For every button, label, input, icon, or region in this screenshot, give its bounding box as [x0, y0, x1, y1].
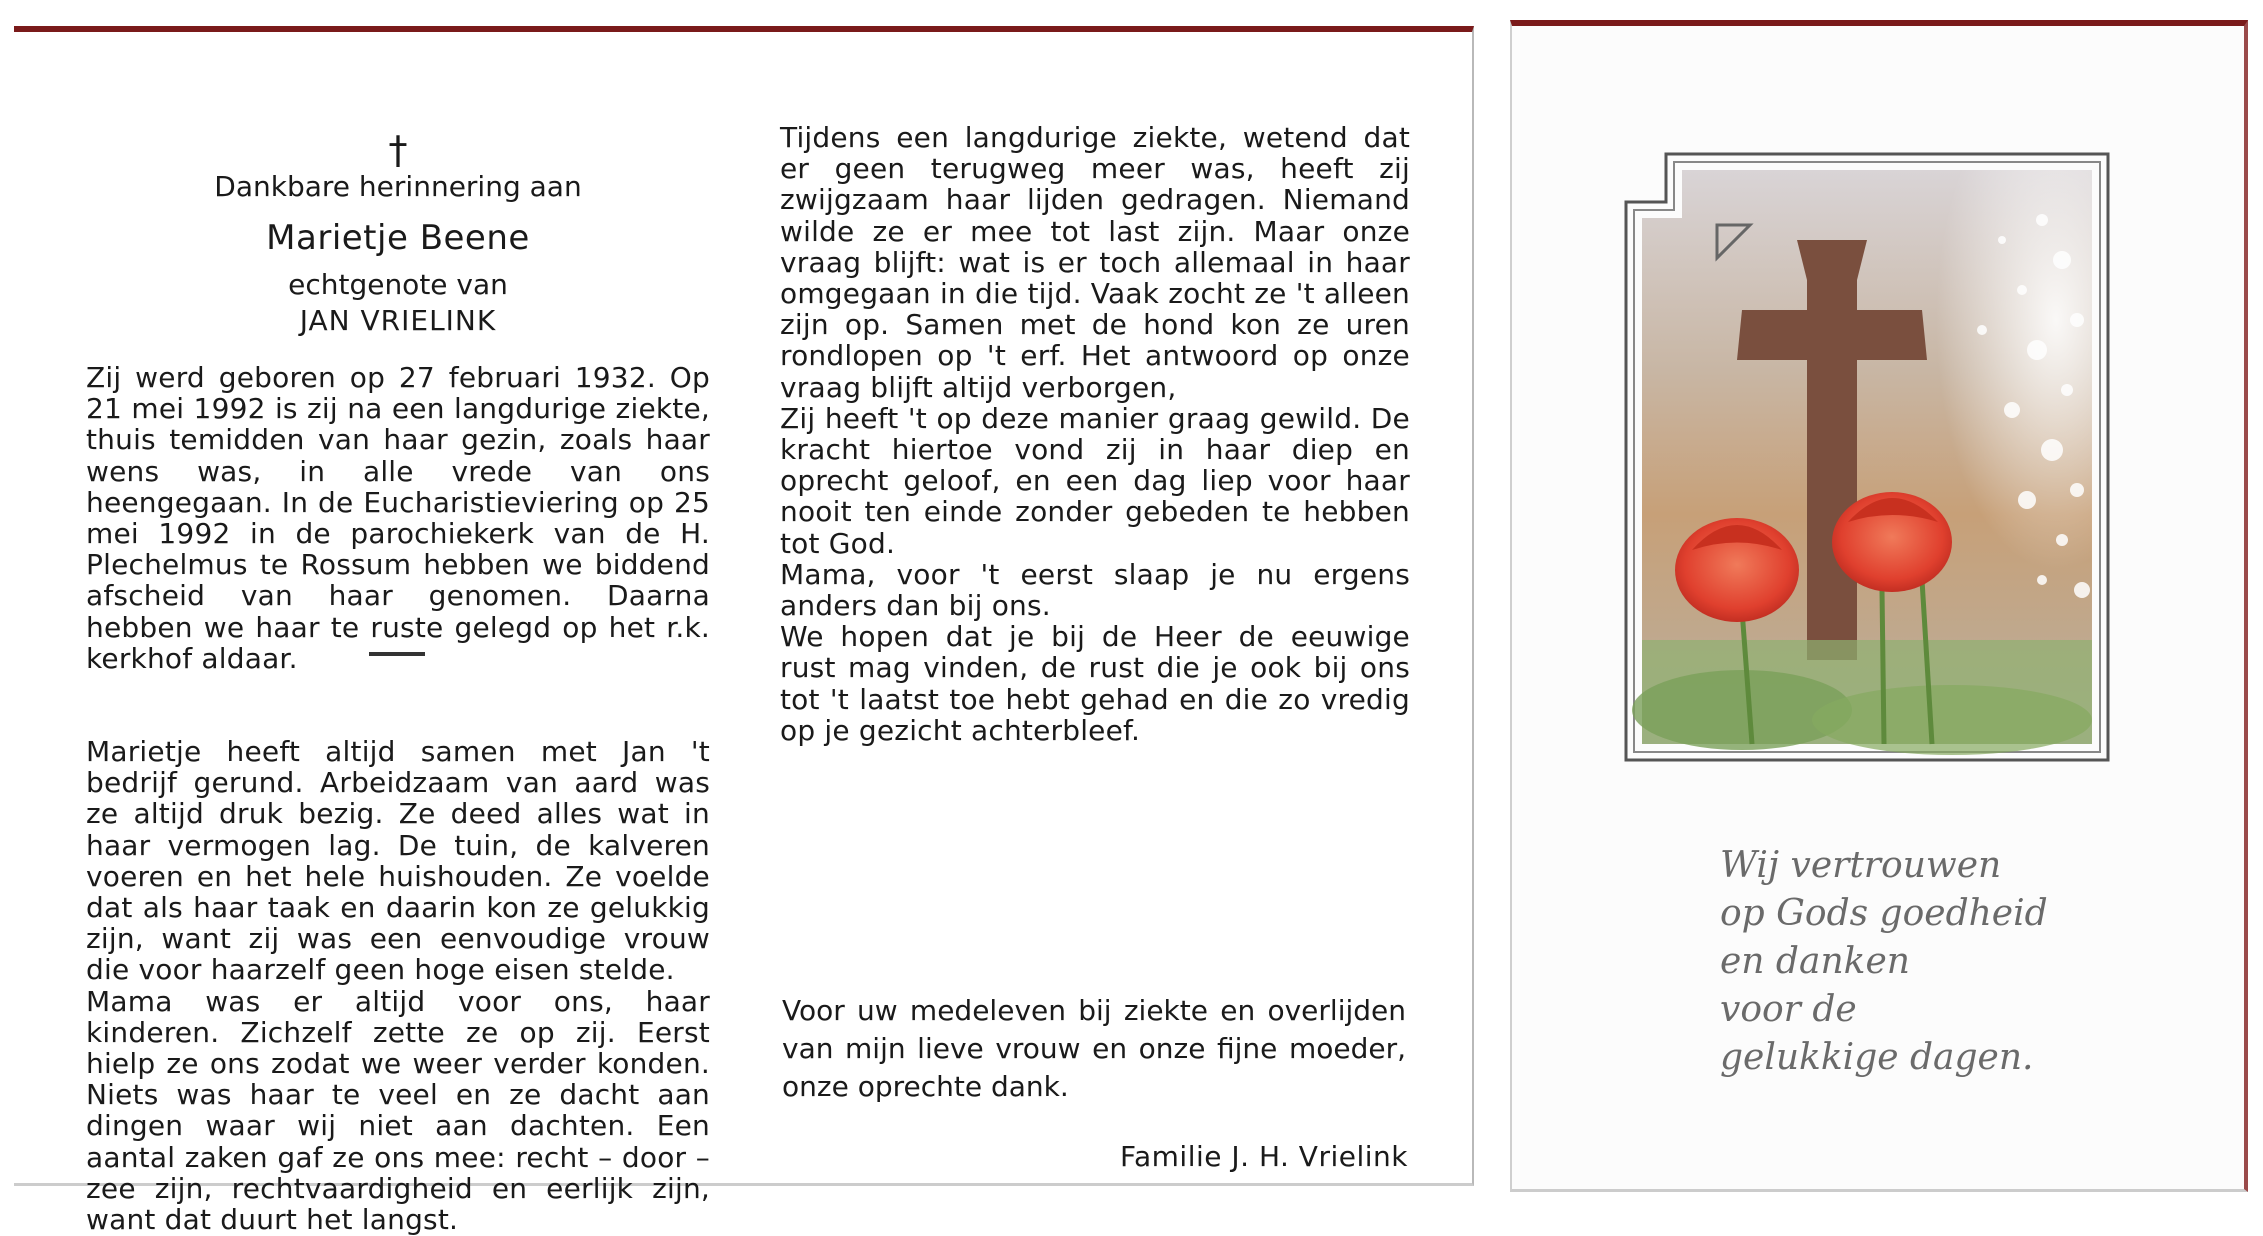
poem-text: [1720, 842, 2200, 1082]
hope-paragraph: We hopen dat je bij de Heer de eeuwige rust mag vinden, de rust die je ook bij ons tot 't laatst toe hebt gehad en die zo vredig op je gezicht achterbleef.: [780, 620, 1410, 747]
cross-and-tulips-picture: [1622, 150, 2112, 764]
poem-line: op Gods goedheid: [1720, 893, 2048, 934]
green-grass: [1632, 640, 2092, 755]
memorial-card-text-page: [14, 26, 1474, 1236]
illness-paragraph: Tijdens een langdurige ziekte, wetend dat er geen terugweg meer was, heeft zij zwijgzaam haar lijden gedragen. Niemand wilde ze er mee tot last zijn. Maar onze vraag blijft: wat is er toch allemaal in haar omgegaan in die tijd. Vaak zocht ze 't alleen zijn op. Samen met de hond kon ze uren rondlopen op 't erf. Het antwoord op onze vraag blijft altijd verborgen,: [780, 121, 1410, 404]
deceased-name: Marietje Beene: [266, 218, 530, 258]
spouse-label: echtgenote van: [288, 268, 508, 301]
thanks-text: Voor uw medeleven bij ziekte en overlijden van mijn lieve vrouw en onze fijne moeder, onze oprechte dank.: [782, 994, 1406, 1103]
poem-line: voor de: [1720, 989, 1857, 1030]
poem-line: gelukkige dagen.: [1720, 1037, 2034, 1078]
faith-paragraph: Zij heeft 't op deze manier graag gewild. De kracht hiertoe vond zij in haar diep en oprecht geloof, en een dag liep voor haar nooit ten einde zonder gebeden te hebben tot God.: [780, 401, 1410, 560]
left-text-column: [86, 362, 710, 1235]
picture-illustration: [1622, 150, 2112, 764]
mother-paragraph: Mama was er altijd voor ons, haar kinderen. Zichzelf zette ze op zij. Eerst hielp ze ons zodat we weer verder konden. Niets was haar te veel en ze dacht aan dingen waar wij niet aan dachten. Een aantal zaken gaf ze ons mee: recht – door – zee zijn, rechtvaardigheid en eerlijk zijn, want dat duurt het langst.: [86, 984, 710, 1236]
separator-dash: [369, 652, 425, 656]
cross-symbol: †: [388, 128, 408, 172]
memorial-heading: Dankbare herinnering aan: [214, 170, 582, 203]
family-signature: Familie J. H. Vrielink: [1119, 1140, 1408, 1173]
farewell-paragraph: Mama, voor 't eerst slaap je nu ergens anders dan bij ons.: [780, 557, 1410, 623]
middle-text-column: [780, 122, 1410, 746]
poem-line: en danken: [1720, 941, 1910, 982]
memorial-card-picture-page: [1510, 20, 2248, 1192]
biography-paragraph: Zij werd geboren op 27 februari 1932. Op 21 mei 1992 is zij na een langdurige ziekte, thuis temidden van haar gezin, zoals haar wens was, in alle vrede van ons heengegaan. In de Eucharistieviering op 25 mei 1992 in de parochiekerk van de H. Plechelmus te Rossum hebben we biddend afscheid van haar genomen. Daarna hebben we haar te ruste gelegd op het r.k. kerkhof aldaar.: [86, 361, 710, 675]
light-glow: [1852, 170, 2092, 670]
poem-line: Wij vertrouwen: [1720, 845, 2002, 886]
spouse-name: JAN VRIELINK: [299, 304, 497, 337]
life-paragraph: Marietje heeft altijd samen met Jan 't bedrijf gerund. Arbeidzaam van aard was ze altijd druk bezig. Ze deed alles wat in haar vermogen lag. De tuin, de kalveren voeren en het hele huishouden. Ze voelde dat als haar taak en daarin kon ze gelukkig zijn, want zij was een eenvoudige vrouw die voor haarzelf geen hoge eisen stelde.: [86, 735, 710, 987]
